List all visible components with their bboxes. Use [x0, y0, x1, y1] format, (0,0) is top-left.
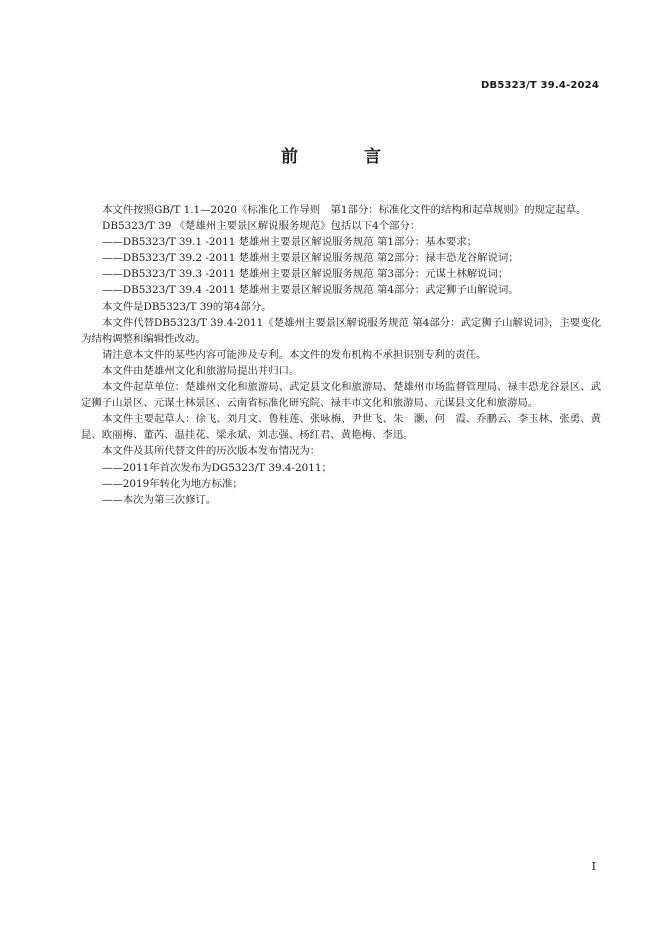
list-item-history-2019: ——2019年转化为地方标准；	[102, 477, 243, 490]
list-item-part-4: ——DB5323/T 39.4 -2011 楚雄州主要景区解说服务规范 第4部分：武定狮子山解说词。	[102, 284, 519, 297]
paragraph-parts-intro: DB5323/T 39 《楚雄州主要景区解说服务规范》包括以下4个部分：	[102, 220, 421, 233]
paragraph-history-intro: 本文件及其所代替文件的历次版本发布情况为：	[102, 445, 321, 458]
paragraph-patent-notice: 请注意本文件的某些内容可能涉及专利。本文件的发布机构不承担识别专利的责任。	[102, 348, 487, 361]
paragraph-replaces: 本文件代替DB5323/T 39.4-2011《楚雄州主要景区解说服务规范 第4部分：武定狮子山解说词》，主要变化为结构调整和编辑性改动。	[81, 316, 601, 345]
list-item-part-2: ——DB5323/T 39.2 -2011 楚雄州主要景区解说服务规范 第2部分：禄丰恐龙谷解说词；	[102, 252, 519, 265]
page-title: 前 言	[281, 147, 411, 167]
paragraph-proposer: 本文件由楚雄州文化和旅游局提出并归口。	[102, 364, 300, 377]
paragraph-drafting-basis: 本文件按照GB/T 1.1—2020《标准化工作导则 第1部分：标准化文件的结构和起草规则》的规定起草。	[102, 204, 587, 216]
list-item-part-3: ——DB5323/T 39.3 -2011 楚雄州主要景区解说服务规范 第3部分：元谋土林解说词；	[102, 268, 509, 281]
list-item-history-2011: ——2011年首次发布为DG5323/T 39.4-2011；	[102, 461, 332, 474]
paragraph-drafting-units: 本文件起草单位：楚雄州文化和旅游局、武定县文化和旅游局、楚雄州市场监督管理局、禄丰恐龙谷景区、武定狮子山景区、元谋土林景区、云南省标准化研究院、禄丰市文化和旅游局、元谋县文化和旅游局。	[81, 381, 601, 410]
document-code: DB5323/T 39.4-2024	[481, 80, 599, 91]
foreword-body	[81, 202, 601, 508]
list-item-part-1: ——DB5323/T 39.1 -2011 楚雄州主要景区解说服务规范 第1部分：基本要求；	[102, 236, 478, 249]
list-item-history-current: ——本次为第三次修订。	[102, 493, 217, 506]
paragraph-part-number: 本文件是DB5323/T 39的第4部分。	[102, 300, 272, 313]
page-number: I	[591, 860, 596, 873]
paragraph-drafters: 本文件主要起草人：徐飞、刘月文、鲁桂莲、张咏梅、尹世飞、朱 灏、何 霞、乔鹏云、李玉林、张勇、黄昆、欧丽梅、董芮、温挂花、梁永斌、刘志强、杨红君、黄艳梅、李迅。	[81, 413, 601, 442]
